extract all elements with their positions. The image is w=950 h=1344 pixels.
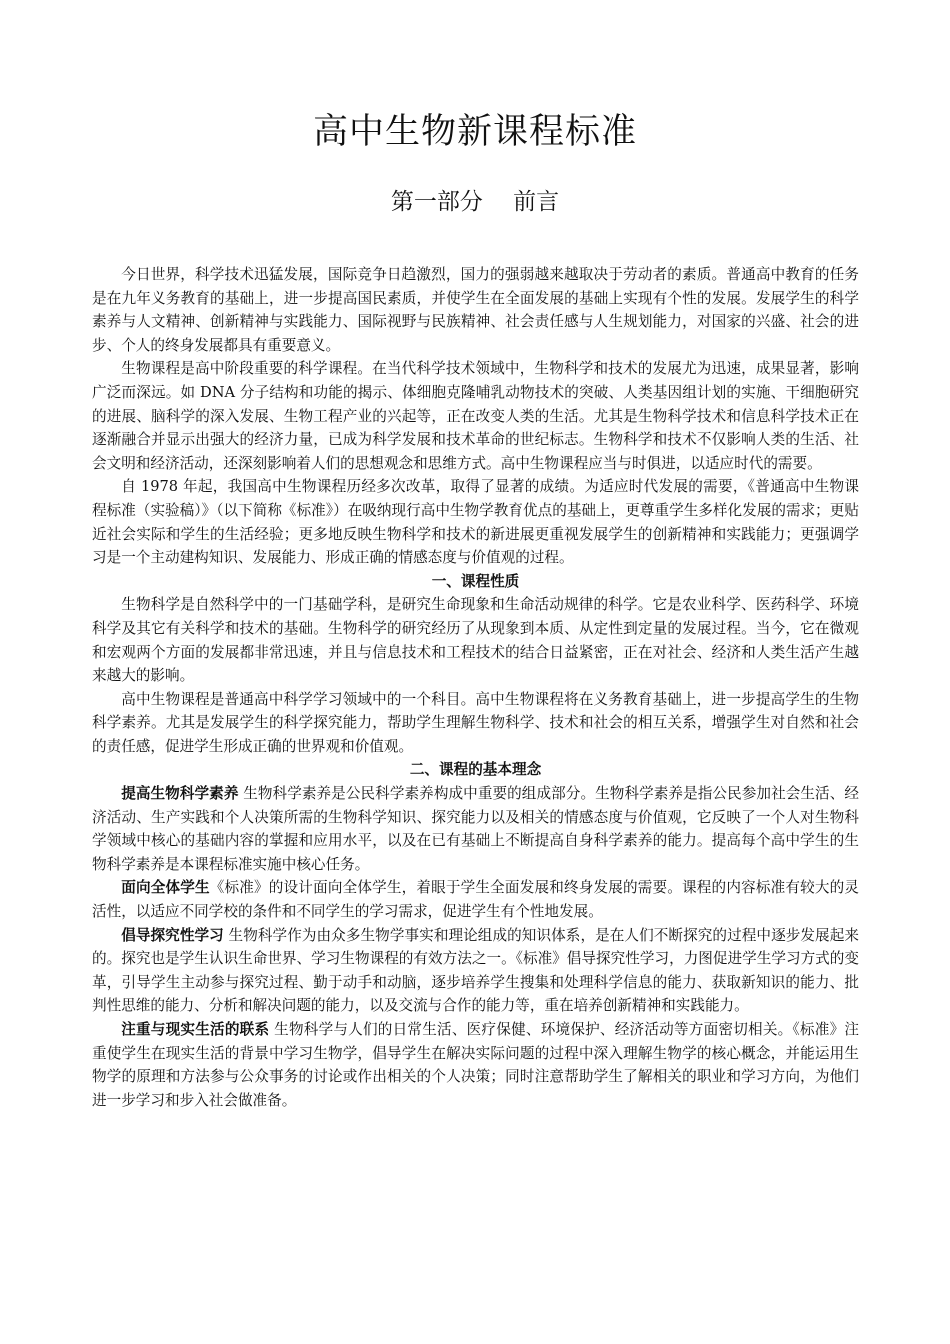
concept-lead: 倡导探究性学习: [121, 926, 224, 944]
concept-lead: 提高生物科学素养: [121, 785, 239, 803]
document-title: 高中生物新课程标准: [312, 112, 637, 152]
concept-paragraph: [92, 924, 859, 1018]
part-heading: 第一部分 前言: [390, 189, 560, 215]
document-body: [92, 263, 859, 1112]
concept-paragraph: [92, 782, 859, 876]
concept-text: 生物科学与人们的日常生活、医疗保健、环境保护、经济活动等方面密切相关。《标准》注重使学生在现实生活的背景中学习生物学，倡导学生在解决实际问题的过程中深入理解生物学的核心概念，并能运用生物学的原理和方法参与公众事务的讨论或作出相关的个人决策；同时注意帮助学生了解相关的职业和学习方向，为他们进一步学习和步入社会做准备。: [92, 1021, 859, 1109]
concept-text: 生物科学作为由众多生物学事实和理论组成的知识体系，是在人们不断探究的过程中逐步发展起来的。探究也是学生认识生命世界、学习生物课程的有效方法之一。《标准》倡导探究性学习，力图促进学生学习方式的变革，引导学生主动参与探究过程、勤于动手和动脑，逐步培养学生搜集和处理科学信息的能力、获取新知识的能力、批判性思维的能力、分析和解决问题的能力，以及交流与合作的能力等，重在培养创新精神和实践能力。: [92, 926, 859, 1015]
concept-lead: 面向全体学生: [121, 879, 210, 897]
concept-text: 生物科学素养是公民科学素养构成中重要的组成部分。生物科学素养是指公民参加社会生活、经济活动、生产实践和个人决策所需的生物科学知识、探究能力以及相关的情感态度与价值观，它反映了一个人对生物科学领域中核心的基础内容的掌握和应用水平，以及在已有基础上不断提高自身科学素养的能力。提高每个高中学生的生物科学素养是本课程标准实施中核心任务。: [92, 785, 859, 873]
intro-paragraph: 自 1978 年起，我国高中生物课程历经多次改革，取得了显著的成绩。为适应时代发展的需要，《普通高中生物课程标准（实验稿）》（以下简称《标准》）在吸纳现行高中生物学教育优点的基础上，更尊重学生多样化发展的需求；更贴近社会实际和学生的生活经验；更多地反映生物科学和技术的新进展更重视发展学生的创新精神和实践能力；更强调学习是一个主动建构知识、发展能力、形成正确的情感态度与价值观的过程。: [92, 478, 859, 567]
intro-paragraph: 生物课程是高中阶段重要的科学课程。在当代科学技术领域中，生物科学和技术的发展尤为迅速，成果显著，影响广泛而深远。如 DNA 分子结构和功能的揭示、体细胞克隆哺乳动物技术的突破、人类基因组计划的实施、干细胞研究的进展、脑科学的深入发展、生物工程产业的兴起等，正在改变人类的生活。尤其是生物科学技术和信息科学技术正在逐渐融合并显示出强大的经济力量，已成为科学发展和技术革命的世纪标志。生物科学和技术不仅影响人类的生活、社会文明和经济活动，还深刻影响着人们的思想观念和思维方式。高中生物课程应当与时俱进，以适应时代的需要。: [92, 360, 859, 472]
concept-paragraph: [92, 1018, 859, 1112]
intro-paragraph: 今日世界，科学技术迅猛发展，国际竞争日趋激烈，国力的强弱越来越取决于劳动者的素质。普通高中教育的任务是在九年义务教育的基础上，进一步提高国民素质，并使学生在全面发展的基础上实现有个性的发展。发展学生的科学素养与人文精神、创新精神与实践能力、国际视野与民族精神、社会责任感与人生规划能力，对国家的兴盛、社会的进步、个人的终身发展都具有重要意义。: [92, 266, 859, 354]
section-heading-basic-concepts: 二、课程的基本理念: [409, 761, 542, 779]
course-nature-paragraph: 高中生物课程是普通高中科学学习领域中的一个科目。高中生物课程将在义务教育基础上，进一步提高学生的生物科学素养。尤其是发展学生的科学探究能力，帮助学生理解生物科学、技术和社会的相互关系，增强学生对自然和社会的责任感，促进学生形成正确的世界观和价值观。: [92, 690, 859, 755]
course-nature-paragraph: 生物科学是自然科学中的一门基础学科，是研究生命现象和生命活动规律的科学。它是农业科学、医药科学、环境科学及其它有关科学和技术的基础。生物科学的研究经历了从现象到本质、从定性到定量的发展过程。当今，它在微观和宏观两个方面的发展都非常迅速，并且与信息技术和工程技术的结合日益紧密，正在对社会、经济和人类生活产生越来越大的影响。: [92, 596, 859, 685]
concept-lead: 注重与现实生活的联系: [121, 1021, 270, 1038]
section-heading-course-nature: 一、课程性质: [431, 572, 520, 590]
concept-text: 《标准》的设计面向全体学生，着眼于学生全面发展和终身发展的需要。课程的内容标准有较大的灵活性，以适应不同学校的条件和不同学生的学习需求，促进学生有个性地发展。: [92, 879, 859, 921]
concept-paragraph: [92, 876, 859, 923]
